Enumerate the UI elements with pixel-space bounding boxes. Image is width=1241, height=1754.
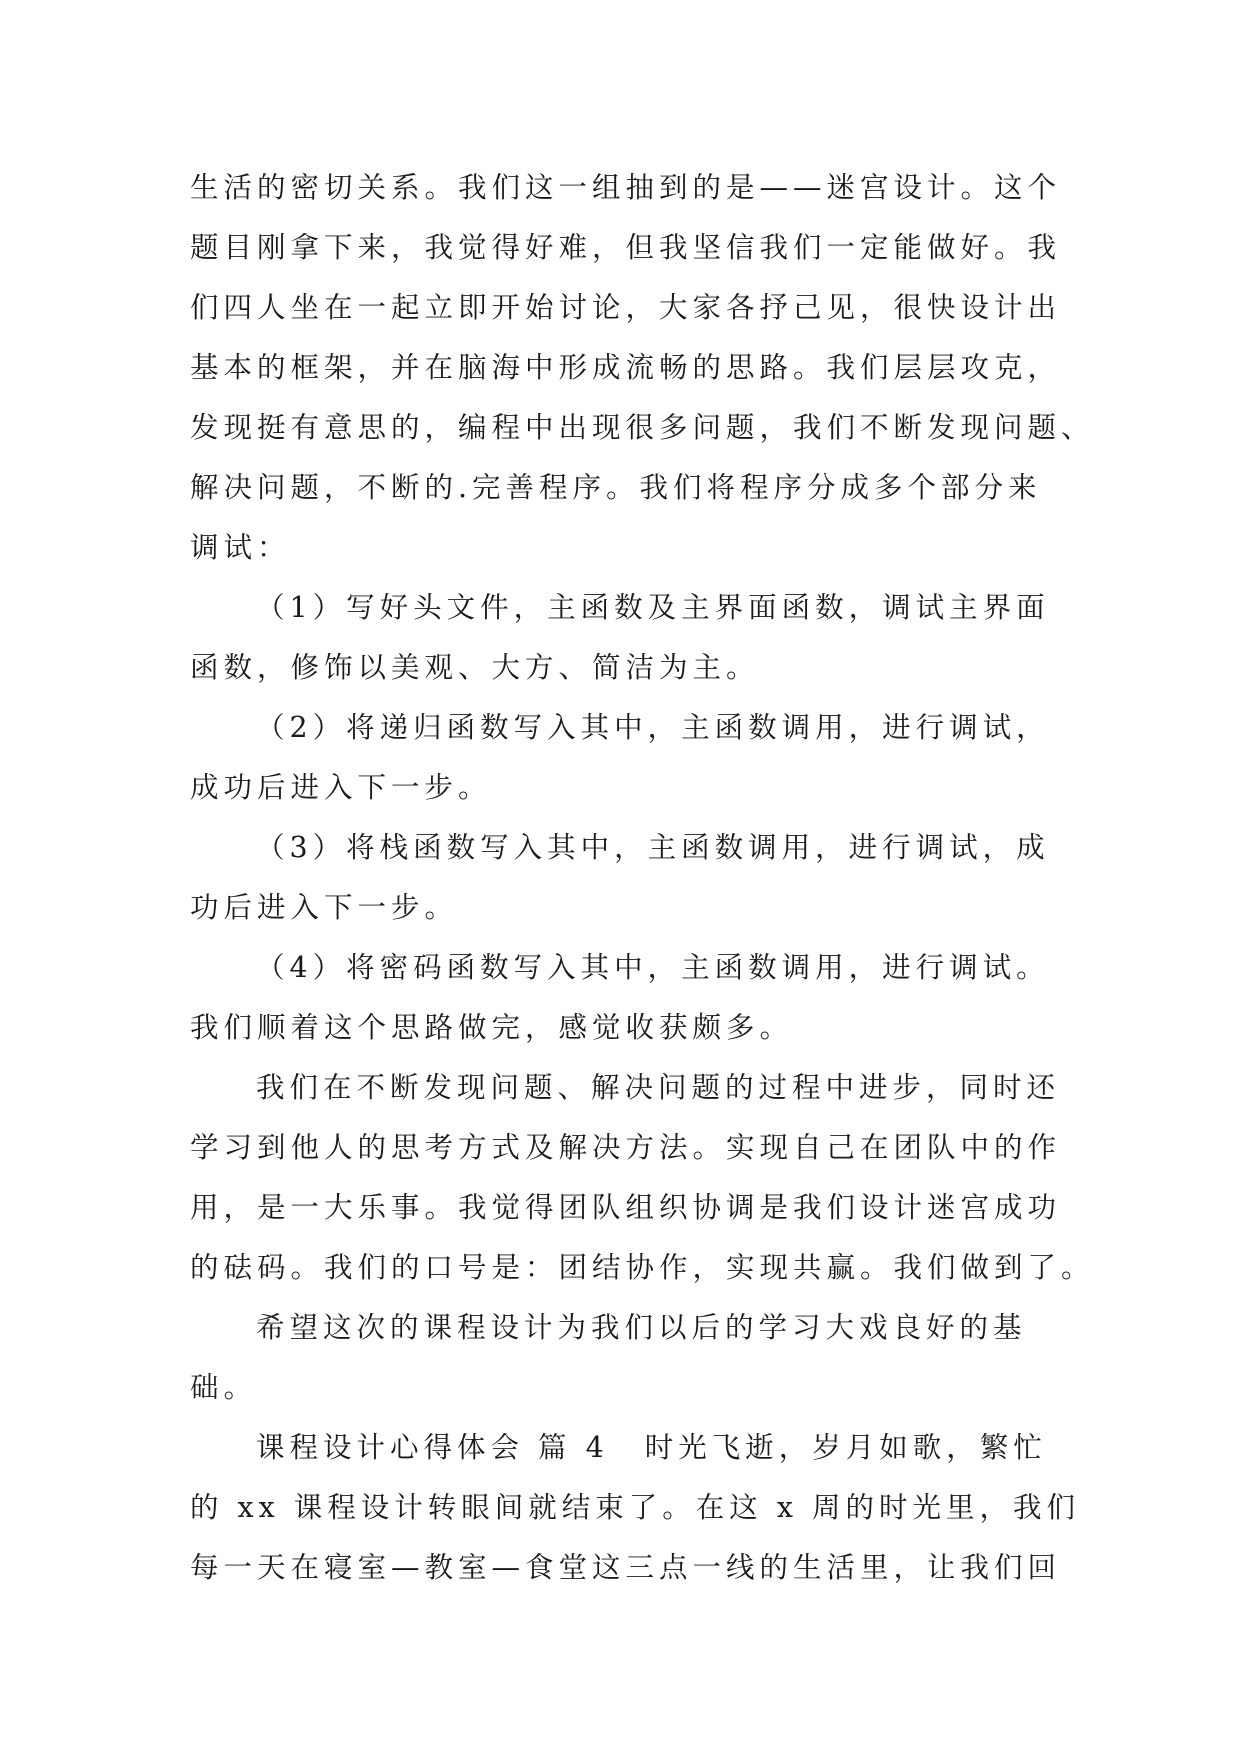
text-line: 题目刚拿下来，我觉得好难，但我坚信我们一定能做好。我	[190, 231, 1062, 264]
section-heading-continuation: 时光飞逝，岁月如歌，繁忙	[644, 1431, 1047, 1464]
text-line: 每一天在寝室—教室—食堂这三点一线的生活里，让我们回	[190, 1551, 1062, 1584]
text-line: 的砝码。我们的口号是：团结协作，实现共赢。我们做到了。	[190, 1251, 1095, 1284]
list-item-4: （4）将密码函数写入其中，主函数调用，进行调试。	[256, 951, 1050, 984]
text-line: 函数，修饰以美观、大方、简洁为主。	[190, 651, 760, 684]
list-item-2: （2）将递归函数写入其中，主函数调用，进行调试，	[256, 711, 1050, 744]
section-heading: 课程设计心得体会 篇 4	[256, 1431, 609, 1464]
text-line: 发现挺有意思的，编程中出现很多问题，我们不断发现问题、	[190, 411, 1095, 444]
text-line: 调试：	[190, 531, 291, 564]
text-line: 的 xx 课程设计转眼间就结束了。在这 x 周的时光里，我们	[190, 1491, 1080, 1524]
text-line: 学习到他人的思考方式及解决方法。实现自己在团队中的作	[190, 1131, 1062, 1164]
text-line: 用，是一大乐事。我觉得团队组织协调是我们设计迷宫成功	[190, 1191, 1062, 1224]
text-line: 成功后进入下一步。	[190, 771, 492, 804]
text-line: 功后进入下一步。	[190, 891, 459, 924]
list-item-3: （3）将栈函数写入其中，主函数调用，进行调试，成	[256, 831, 1050, 864]
text-line: 我们顺着这个思路做完，感觉收获颇多。	[190, 1011, 794, 1044]
text-line: 解决问题，不断的.完善程序。我们将程序分成多个部分来	[190, 471, 1042, 504]
section-heading-line	[190, 1418, 1070, 1478]
document-body	[190, 158, 1095, 1598]
paragraph-start: 希望这次的课程设计为我们以后的学习大戏良好的基	[256, 1311, 1027, 1344]
text-line: 基本的框架，并在脑海中形成流畅的思路。我们层层攻克，	[190, 351, 1062, 384]
text-line: 生活的密切关系。我们这一组抽到的是——迷宫设计。这个	[190, 171, 1062, 204]
list-item-1: （1）写好头文件，主函数及主界面函数，调试主界面	[256, 591, 1050, 624]
text-line: 们四人坐在一起立即开始讨论，大家各抒己见，很快设计出	[190, 291, 1062, 324]
paragraph-start: 我们在不断发现问题、解决问题的过程中进步，同时还	[256, 1071, 1061, 1104]
text-line: 础。	[190, 1371, 258, 1404]
